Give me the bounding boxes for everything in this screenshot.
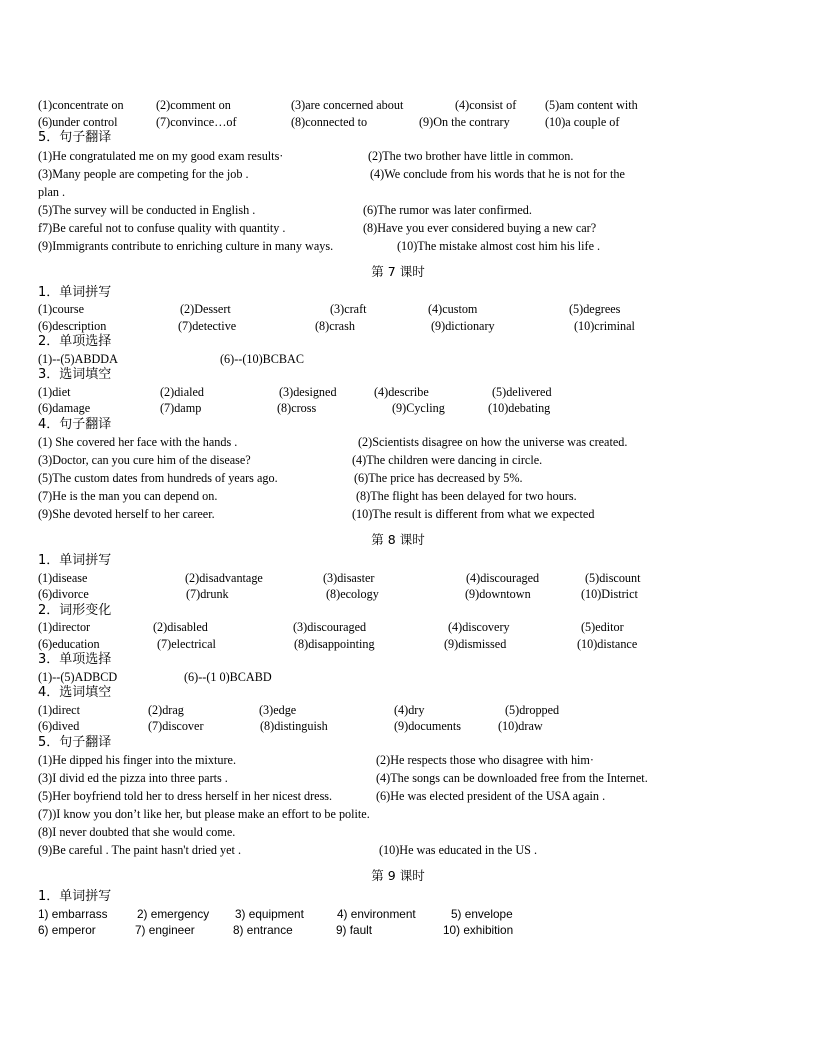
sentence-item: (7)He is the man you can depend on. <box>38 489 218 503</box>
answer-item: (8)disappointing <box>294 636 375 651</box>
sentence-item: (3)Many people are competing for the job . <box>38 166 249 181</box>
answer-item: (3)edge <box>259 702 297 717</box>
answer-item: (10)District <box>581 587 638 601</box>
sentence-item: (2)The two brother have little in common. <box>368 148 574 163</box>
answer-item: (9)On the contrary <box>419 114 510 129</box>
answer-item: (2)disadvantage <box>185 570 263 585</box>
sentence-row <box>38 219 758 237</box>
sentence-item: (9)She devoted herself to her career. <box>38 507 215 521</box>
sentence-row <box>38 487 758 505</box>
answer-row <box>38 301 758 318</box>
answer-item: (2)Dessert <box>180 302 231 316</box>
answer-item: (8)crash <box>315 318 355 333</box>
sentence-row <box>38 165 758 183</box>
answer-item: (10)draw <box>498 719 543 733</box>
answer-row <box>38 702 758 719</box>
answer-item: (6)--(10)BCBAC <box>220 351 304 366</box>
answer-item: (8)cross <box>277 401 317 415</box>
answer-item: (8)ecology <box>326 587 379 601</box>
answer-row <box>38 669 758 686</box>
answer-item: (2)drag <box>148 702 184 717</box>
answer-item: (4)discovery <box>448 620 510 634</box>
vocab-row <box>38 97 758 114</box>
answer-item: (3)designed <box>279 384 337 399</box>
answer-item: (5)am content with <box>545 98 638 112</box>
sentence-item: (8)I never doubted that she would come. <box>38 825 236 839</box>
answer-item: 6) emperor <box>38 923 96 937</box>
answer-item: 8) entrance <box>233 923 293 937</box>
answer-item: (3)discouraged <box>293 620 367 634</box>
answer-item: (9)dismissed <box>444 636 507 651</box>
sentence-item: (7))I know you don’t like her, but please make an effort to be polite. <box>38 807 370 821</box>
answer-item: (10)criminal <box>574 318 635 333</box>
answer-item: (7)drunk <box>186 587 229 601</box>
answer-item: (4)describe <box>374 384 429 399</box>
sentence-item: (5)The survey will be conducted in English . <box>38 202 256 217</box>
sentence-item: (10)He was educated in the US . <box>379 843 538 857</box>
answer-item: (5)delivered <box>492 384 552 399</box>
section-title: 1．单词拼写 <box>38 889 112 904</box>
answer-item: (1)course <box>38 302 85 316</box>
answer-item: (1)direct <box>38 702 80 717</box>
answer-row <box>38 718 758 735</box>
sentence-item: (6)The price has decreased by 5%. <box>354 471 523 485</box>
answer-item: (5)dropped <box>505 702 560 717</box>
sentence-row <box>38 787 758 805</box>
sentence-item: (6)The rumor was later confirmed. <box>363 202 532 217</box>
sentence-item: (9)Be careful . The paint hasn't dried yet . <box>38 843 241 857</box>
answer-item: (3)are concerned about <box>291 98 404 112</box>
answer-key-page <box>38 97 758 939</box>
answer-item: (1)--(5)ADBCD <box>38 669 118 684</box>
answer-item: 2) emergency <box>137 906 210 921</box>
lesson-title: 第 7 课时 <box>371 263 425 279</box>
answer-item: (2)disabled <box>153 620 208 634</box>
section-title: 4．选词填空 <box>38 685 112 700</box>
section-title: 1．单词拼写 <box>38 553 112 568</box>
sentence-item: (6)He was elected president of the USA again . <box>376 789 606 803</box>
answer-item: (10)debating <box>488 401 551 415</box>
section-title: 5．句子翻译 <box>38 734 112 750</box>
answer-item: (7)electrical <box>157 636 216 651</box>
answer-item: (6)education <box>38 636 100 651</box>
sentence-item: (5)The custom dates from hundreds of years ago. <box>38 471 278 485</box>
sentence-item: (8)The flight has been delayed for two hours. <box>356 489 577 503</box>
answer-item: (4)discouraged <box>466 570 540 585</box>
section-title: 3．单项选择 <box>38 652 112 667</box>
sentence-item: (2)He respects those who disagree with him· <box>376 753 594 767</box>
answer-item: (1)director <box>38 620 91 634</box>
answer-item: (9)downtown <box>465 587 531 601</box>
answer-item: (7)damp <box>160 401 202 415</box>
sentence-row <box>38 433 758 451</box>
sentence-row <box>38 751 758 769</box>
answer-item: (6)dived <box>38 719 80 733</box>
answer-item: (1)diet <box>38 384 71 399</box>
sentence-item: (4)We conclude from his words that he is not for the <box>370 166 625 181</box>
sentence-row <box>38 769 758 787</box>
answer-row <box>38 906 758 923</box>
lesson-title: 第 9 课时 <box>371 868 425 883</box>
answer-row <box>38 586 758 603</box>
sentence-row <box>38 823 758 841</box>
answer-item: (2)dialed <box>160 384 204 399</box>
section-title: 2．词形变化 <box>38 602 112 618</box>
answer-item: (7)detective <box>178 318 237 333</box>
vocab-row <box>38 114 758 131</box>
answer-item: 5) envelope <box>451 906 513 921</box>
sentence-item: (1)He dipped his finger into the mixture. <box>38 753 236 767</box>
answer-row <box>38 570 758 587</box>
answer-item: (6)damage <box>38 401 91 415</box>
answer-row <box>38 636 758 653</box>
answer-item: (10)a couple of <box>545 114 620 129</box>
sentence-row <box>38 147 758 165</box>
answer-item: (4)dry <box>394 702 425 717</box>
answer-item: (6)under control <box>38 114 118 129</box>
answer-item: (1)concentrate on <box>38 98 124 112</box>
answer-item: 1) embarrass <box>38 906 108 921</box>
sentence-row <box>38 805 758 823</box>
answer-item: (3)disaster <box>323 570 375 585</box>
sentence-item: (3)I divid ed the pizza into three parts . <box>38 771 228 785</box>
answer-item: (6)--(1 0)BCABD <box>184 669 272 684</box>
answer-item: (7)discover <box>148 719 204 733</box>
answer-item: (4)consist of <box>455 98 517 112</box>
answer-item: (10)distance <box>577 636 638 651</box>
answer-row <box>38 384 758 401</box>
answer-row <box>38 351 758 368</box>
sentence-item: (8)Have you ever considered buying a new car? <box>363 220 597 235</box>
answer-row <box>38 400 758 417</box>
sentence-item: (10)The mistake almost cost him his life . <box>397 238 601 253</box>
answer-item: (2)comment on <box>156 98 231 112</box>
lesson-title: 第 8 课时 <box>371 532 425 547</box>
sentence-item: (5)Her boyfriend told her to dress herself in her nicest dress. <box>38 789 333 803</box>
sentence-item: plan . <box>38 184 66 199</box>
answer-row <box>38 922 758 939</box>
answer-item: (8)connected to <box>291 114 368 129</box>
answer-item: (9)dictionary <box>431 318 495 333</box>
sentence-item: (1)He congratulated me on my good exam results· <box>38 148 284 163</box>
answer-item: 7) engineer <box>135 923 195 937</box>
answer-item: (5)degrees <box>569 302 621 316</box>
sentence-row <box>38 237 758 255</box>
sentence-row <box>38 469 758 487</box>
sentence-item: (3)Doctor, can you cure him of the disease? <box>38 453 251 467</box>
answer-item: (8)distinguish <box>260 719 328 733</box>
sentence-item: (10)The result is different from what we expected <box>352 507 595 521</box>
sentence-item: (2)Scientists disagree on how the universe was created. <box>358 435 628 449</box>
answer-item: (6)divorce <box>38 587 89 601</box>
answer-row <box>38 318 758 335</box>
section-title: 4．句子翻译 <box>38 416 112 432</box>
answer-item: (9)documents <box>394 719 462 733</box>
answer-row <box>38 619 758 636</box>
answer-item: 4) environment <box>337 906 416 921</box>
answer-item: (7)convince…of <box>156 114 237 129</box>
sentence-continuation <box>38 183 758 201</box>
sentence-row <box>38 451 758 469</box>
sentence-item: (1) She covered her face with the hands . <box>38 435 238 449</box>
answer-item: (4)custom <box>428 302 478 316</box>
answer-item: (1)disease <box>38 570 88 585</box>
sentence-item: f7)Be careful not to confuse quality with quantity . <box>38 220 286 235</box>
answer-item: (9)Cycling <box>392 401 445 415</box>
answer-item: (5)editor <box>581 620 624 634</box>
sentence-row <box>38 841 758 859</box>
section-title: 3．选词填空 <box>38 367 112 382</box>
section-title: 2．单项选择 <box>38 334 112 349</box>
answer-item: (5)discount <box>585 570 641 585</box>
answer-item: 9) fault <box>336 923 373 937</box>
answer-item: (1)--(5)ABDDA <box>38 351 118 366</box>
answer-item: 10) exhibition <box>443 923 514 937</box>
sentence-item: (9)Immigrants contribute to enriching culture in many ways. <box>38 238 334 253</box>
answer-item: 3) equipment <box>235 906 304 921</box>
section-title: 1．单词拼写 <box>38 284 112 300</box>
sentence-row <box>38 201 758 219</box>
answer-item: (6)description <box>38 318 107 333</box>
section-title: 5．句子翻译 <box>38 130 112 145</box>
sentence-item: (4)The songs can be downloaded free from the Internet. <box>376 771 648 785</box>
sentence-item: (4)The children were dancing in circle. <box>352 453 543 467</box>
sentence-row <box>38 505 758 523</box>
answer-item: (3)craft <box>330 302 367 316</box>
